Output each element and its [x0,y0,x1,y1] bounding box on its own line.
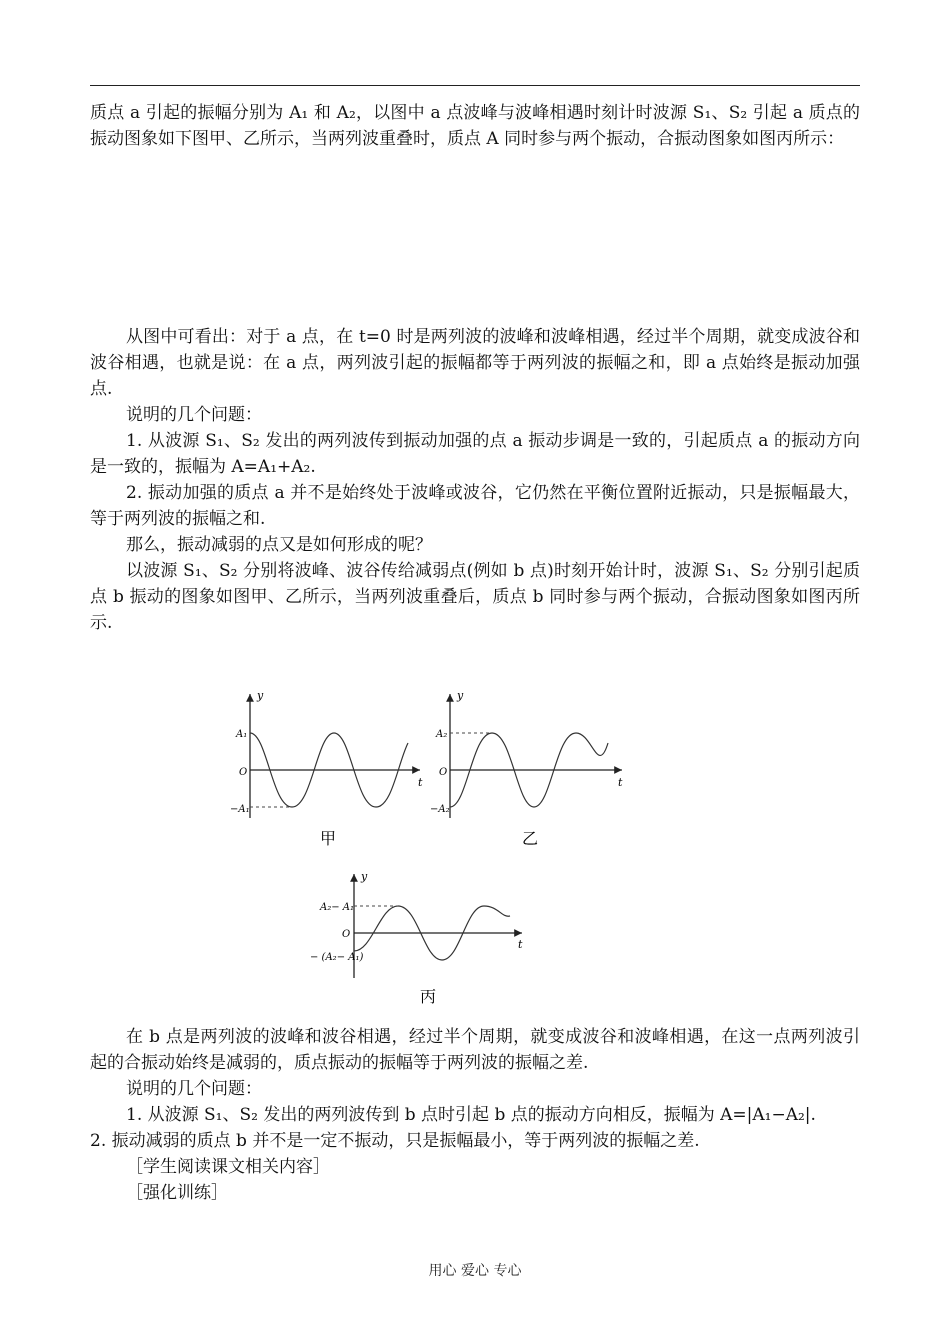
header-rule [90,85,860,86]
yi-origin-label: O [439,767,448,778]
paragraph-note-1: 1. 从波源 S₁、S₂ 发出的两列波传到振动加强的点 a 振动步调是一致的，引起质点 a 的振动方向是一致的，振幅为 A=A₁+A₂. [90,431,860,477]
paragraph-note-b2: 2. 振动减弱的质点 b 并不是一定不振动，只是振幅最小，等于两列波的振幅之差. [90,1131,700,1151]
bing-bottom-label: − (A₂− A₁) [310,952,364,963]
yi-top-label: A₂ [436,729,448,740]
jia-t-label: t [418,776,423,789]
paragraph-analysis-a: 从图中可看出：对于 a 点，在 t=0 时是两列波的波峰和波峰相遇，经过半个周期，就变成波谷和波谷相遇，也就是说：在 a 点，两列波引起的振幅都等于两列波的振幅之和，即 a 点始终是振动加强点. [90,327,860,399]
paragraph-weak-point: 以波源 S₁、S₂ 分别将波峰、波谷传给减弱点(例如 b 点)时刻开始计时，波源 S₁、S₂ 分别引起质点 b 振动的图象如图甲、乙所示，当两列波重叠后，质点 b 同时参与两个振动，合振动图象如图丙所示. [90,561,860,633]
paragraph-note-b1: 1. 从波源 S₁、S₂ 发出的两列波传到 b 点时引起 b 点的振动方向相反，振幅为 A=|A₁−A₂|. [126,1105,816,1125]
paragraph-question: 那么，振动减弱的点又是如何形成的呢？ [126,535,432,555]
bing-top-label: A₂− A₁ [320,902,355,913]
document-body [90,100,860,1206]
graph-yi [430,689,623,848]
yi-y-label: y [457,689,464,702]
yi-bottom-label: −A₂ [430,804,450,815]
jia-top-label: A₁ [236,729,248,740]
bing-y-label: y [361,870,368,883]
jia-bottom-label: −A₁ [230,804,250,815]
yi-t-label: t [618,776,623,789]
missing-figure-space [90,152,860,324]
graph-bing [310,870,523,1006]
bing-caption: 丙 [420,987,437,1006]
paragraph-note-2: 2. 振动加强的质点 a 并不是始终处于波峰或波谷，它仍然在平衡位置附近振动，只是振幅最大，等于两列波的振幅之和. [90,483,860,529]
vibration-figures [222,688,642,1028]
bing-t-label: t [518,938,523,951]
yi-caption: 乙 [522,829,539,848]
jia-origin-label: O [239,767,248,778]
jia-y-label: y [257,689,264,702]
vibration-graphs-svg [222,688,642,1028]
jia-caption: 甲 [320,829,337,848]
paragraph-notes-heading-2: 说明的几个问题： [126,1079,262,1099]
paragraph-intro: 质点 a 引起的振幅分别为 A₁ 和 A₂，以图中 a 点波峰与波峰相遇时刻计时波源 S₁、S₂ 引起 a 质点的振动图象如下图甲、乙所示，当两列波重叠时，质点 A 同时参与两个振动，合振动图象如图丙所示： [90,103,860,149]
paragraph-training: ［强化训练］ [126,1183,228,1203]
bing-origin-label: O [342,929,351,940]
paragraph-notes-heading: 说明的几个问题： [126,405,262,425]
page-footer: 用心 爱心 专心 [428,1263,522,1279]
paragraph-reading: ［学生阅读课文相关内容］ [126,1157,330,1177]
paragraph-analysis-b: 在 b 点是两列波的波峰和波谷相遇，经过半个周期，就变成波谷和波峰相遇，在这一点两列波引起的合振动始终是减弱的，质点振动的振幅等于两列波的振幅之差. [90,1027,860,1073]
graph-jia [230,689,423,848]
